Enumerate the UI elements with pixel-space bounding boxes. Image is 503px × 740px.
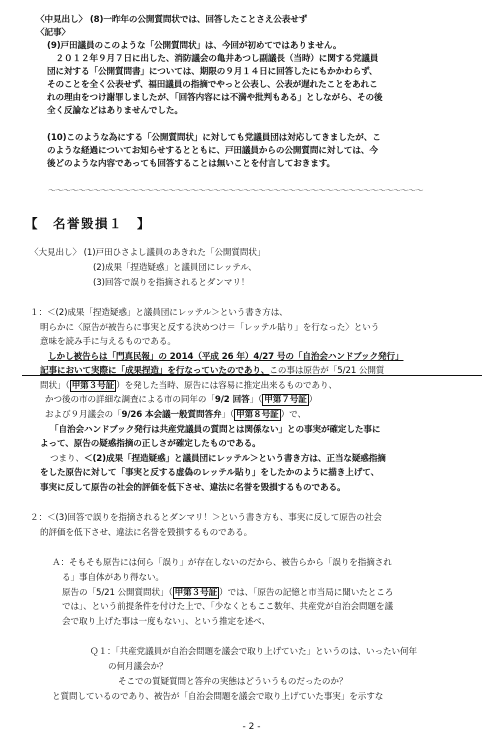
item-9-line-3: 団に対する「公開質問書」については、期限の９月１４日に回答したにもかかわらず、: [47, 67, 378, 77]
item-10-line-2: のような経過についてお知らせするとともに、戸田議員からの公開質問に対しては、今: [47, 146, 378, 156]
big-heading-line-2: (2)成果「捏造疑惑」と議員団にレッテル、: [93, 263, 257, 273]
page-number: - 2 -: [242, 722, 261, 732]
item-9-line-5: れの理由をつけ謝罪しましたが、「回答内容には不満や批判もある」としながら、その後: [47, 93, 383, 103]
answer-a-line-1: Ａ：そもそも原告には何ら「誤り」が存在しないのだから、被告らから「誤りを指摘され: [52, 558, 392, 568]
big-heading-line-1: 〈大見出し〉 (1)戸田ひさよし議員のあきれた「公開質問状」: [30, 248, 266, 258]
answer-a-line-3: 原告の「5/21 公開質問状」（ 甲第３号証 ）では、「原告の記憶と市当局に聞いたところ: [62, 588, 394, 598]
exhibit-ko-7-label: 甲第７号証: [264, 395, 307, 405]
point-1-line-4: しかし被告らは「門真民報」の 2014（平成 26 年）4/27 号の「自治会ハンドブック発行」: [48, 352, 404, 362]
answer-a-line-4: では」、という前提条件を付けた上で、「少なくともここ数年、共産党が自治会問題を議: [62, 602, 393, 612]
point-1-line-7: かつ後の市の詳細な調査による市の同年の「9/2 回答」（ 甲第７号証 ）: [45, 395, 318, 405]
question-1-line-3: そこでの質疑質問と答弁の実態はどういうものだったのか？: [118, 677, 348, 687]
closing-line: と質問しているのであり、被告が「自治会問題を議会で取り上げていた事実」を示すな: [52, 692, 384, 702]
item-10-line-3: 後どのような内容であっても回答することは無いことを付言しておきます。: [47, 159, 336, 169]
exhibit-ko-3-label: 甲第３号証: [71, 381, 115, 391]
point-1-line-3: 意味を読み手に与えるものである。: [40, 337, 176, 347]
point-1-line-1: １：＜(2)成果「捏造疑惑」と議員団にレッテル＞という書き方は、: [30, 308, 288, 318]
point-1-line-12: をした原告に対して「事実と反する虚偽のレッテル貼り」をしたかのように描き上げて、: [40, 468, 380, 478]
item-9-line-1: (9)戸田議員のこのような「公開質問状」は、今回が初めてではありません。: [47, 41, 342, 51]
point-1-line-6: 問状」（ 甲第３号証 ）を発した当時、原告には容易に推定出来るものであり、: [40, 381, 338, 391]
point-1-line-11: つまり、＜(2)成果「捏造疑惑」と議員団にレッテル＞という書き方は、正当な疑惑指摘: [50, 454, 386, 464]
point-1-line-13: 事実に反して原告の社会的評価を低下させ、違法に名誉を毀損するものである。: [40, 483, 346, 493]
big-heading-line-3: (3)回答で誤りを指摘されるとダンマリ！: [93, 278, 250, 288]
question-1-line-2: の何月議会か？: [108, 662, 168, 672]
point-1-line-5: 記事において実際に「成果捏造」を行なっていたのであり、この事は原告が「5/21 公開質: [40, 366, 385, 376]
answer-a-line-5: 会で取り上げた事は一度もない」、という推定を述べ、: [62, 617, 271, 627]
article-label: 〈記事〉: [36, 28, 70, 38]
mid-heading: 〈中見出し〉 (8)一昨年の公開質問状では、回答したことさえ公表せず: [36, 15, 308, 25]
point-1-line-9: 「自治会ハンドブック発行は共産党議員の質問とは関係ない」との事実が確定した事に: [50, 425, 381, 435]
question-1-line-1: Ｑ１：「共産党議員が自治会問題を議会で取り上げていた」というのは、いったい何年: [90, 647, 417, 657]
tilde-divider: 〜〜〜〜〜〜〜〜〜〜〜〜〜〜〜〜〜〜〜〜〜〜〜〜〜〜〜〜〜〜〜〜〜〜〜〜〜〜〜〜〜〜〜〜〜〜〜〜〜〜: [48, 186, 423, 195]
item-10-line-1: (10)このような為にする「公開質問状」に対しても党議員団は対応してきましたが、こ: [47, 133, 381, 143]
answer-a-line-2: る」事自体があり得ない。: [62, 573, 164, 583]
point-1-line-2: 明らかに〈原告が被告らに事実と反する決めつけ＝「レッテル貼り」を行なった〉という: [40, 323, 380, 333]
exhibit-ko-8-label: 甲第８号証: [236, 410, 279, 420]
item-9-line-6: 全く反論などはありませんでした。: [47, 106, 183, 116]
point-1-line-8: および９月議会の「9/26 本会議一般質問答弁」（ 甲第８号証 ）で、: [45, 410, 306, 420]
section-title: 【 名誉毀損１ 】: [25, 216, 152, 231]
item-9-line-4: そのことを全く公表せず、福田議員の指摘でやっと公表し、公表が遅れたことをあれこ: [47, 80, 378, 90]
point-1-line-10: よって、原告の疑惑指摘の正しさが確定したものである。: [40, 439, 261, 449]
point-2-line-1: ２：＜(3)回答で誤りを指摘されるとダンマリ！＞という書き方も、事実に反して原告の社会: [30, 513, 382, 523]
point-2-line-2: 的評価を低下させ、違法に名誉を毀損するものである。: [40, 528, 253, 538]
item-9-line-2: ２０１２年９月７日に出した、消防議会の亀井あつし副議長（当時）に関する党議員: [47, 54, 379, 64]
exhibit-ko-3-label-2: 甲第３号証: [174, 588, 218, 598]
